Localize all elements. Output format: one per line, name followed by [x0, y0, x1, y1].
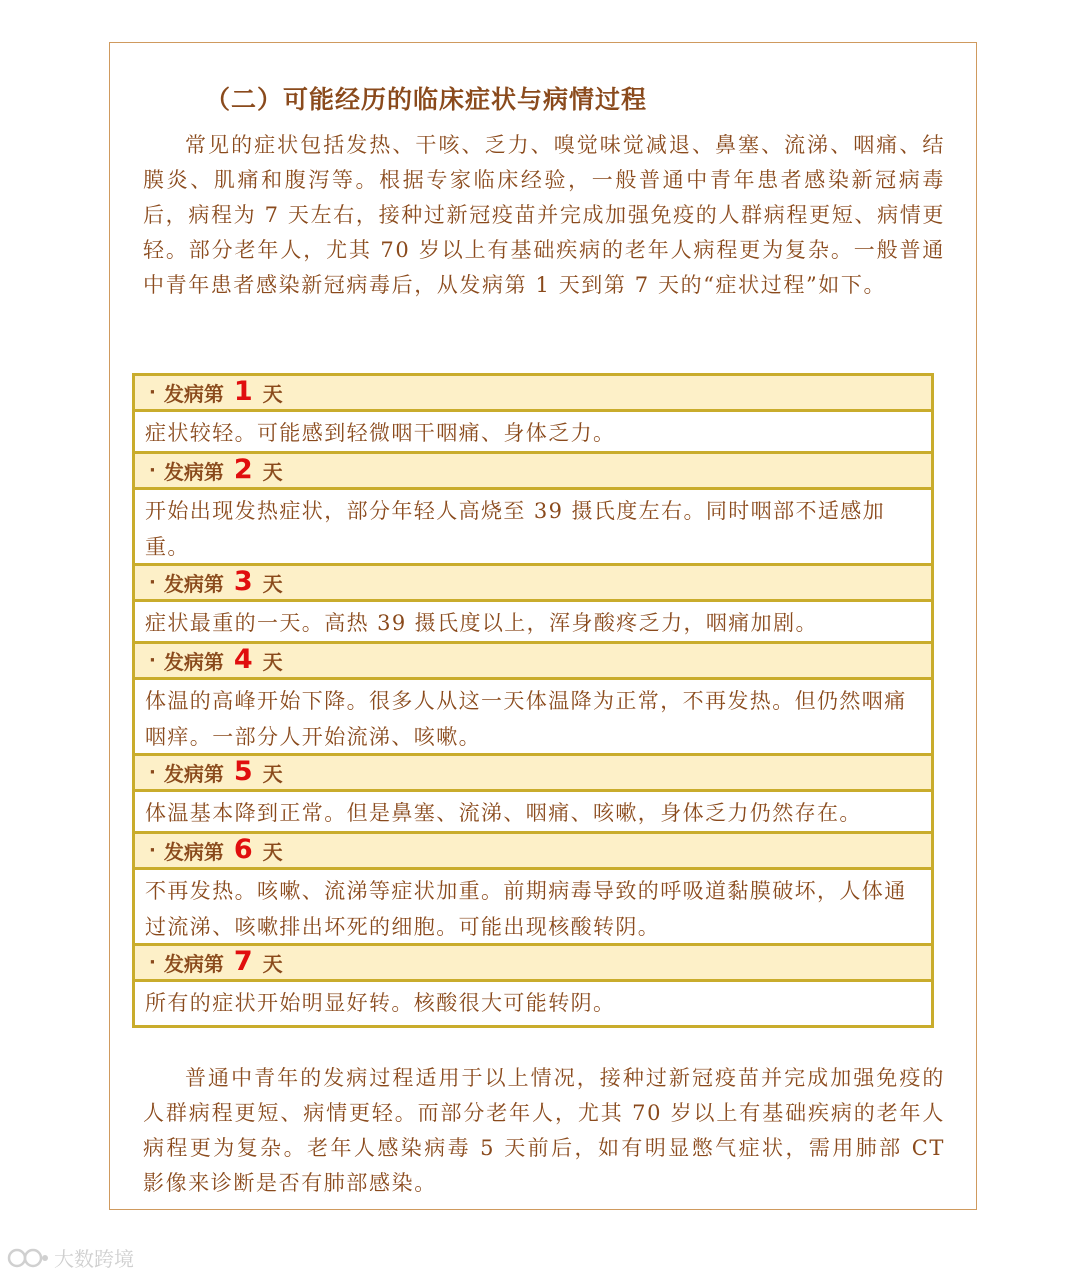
bullet-icon: · — [149, 840, 156, 861]
day-prefix: 发病第 — [163, 650, 224, 674]
day-prefix: 发病第 — [163, 382, 224, 406]
day-suffix: 天 — [262, 952, 283, 976]
section-heading: （二）可能经历的临床症状与病情过程 — [205, 85, 648, 114]
day-description-2: 开始出现发热症状，部分年轻人高烧至 39 摄氏度左右。同时咽部不适感加重。 — [135, 490, 931, 566]
bullet-icon: · — [149, 382, 156, 403]
bullet-icon: · — [149, 762, 156, 783]
day-number: 3 — [233, 566, 253, 597]
day-description-5: 体温基本降到正常。但是鼻塞、流涕、咽痛、咳嗽，身体乏力仍然存在。 — [135, 792, 931, 834]
day-description-4: 体温的高峰开始下降。很多人从这一天体温降为正常，不再发热。但仍然咽痛咽痒。一部分人开始流涕、咳嗽。 — [135, 680, 931, 756]
day-description-7: 所有的症状开始明显好转。核酸很大可能转阴。 — [145, 991, 616, 1015]
day-suffix: 天 — [262, 572, 283, 596]
day-suffix: 天 — [262, 650, 283, 674]
day-description-3: 症状最重的一天。高热 39 摄氏度以上，浑身酸疼乏力，咽痛加剧。 — [135, 602, 931, 644]
day-description-6: 不再发热。咳嗽、流涕等症状加重。前期病毒导致的呼吸道黏膜破坏，人体通过流涕、咳嗽排出坏死的细胞。可能出现核酸转阴。 — [135, 870, 931, 946]
day-number: 1 — [233, 376, 253, 407]
day-header-5 — [135, 756, 931, 792]
day-prefix: 发病第 — [163, 952, 224, 976]
day-suffix: 天 — [262, 762, 283, 786]
day-header-3 — [135, 566, 931, 602]
day-number: 5 — [233, 756, 253, 787]
day-description-1: 症状较轻。可能感到轻微咽干咽痛、身体乏力。 — [135, 412, 931, 454]
watermark-logo-icon — [6, 1247, 50, 1269]
bullet-icon: · — [149, 650, 156, 671]
watermark — [6, 1243, 134, 1272]
day-number: 4 — [233, 644, 253, 675]
day-header-4 — [135, 644, 931, 680]
day-prefix: 发病第 — [163, 572, 224, 596]
day-suffix: 天 — [262, 460, 283, 484]
bullet-icon: · — [149, 952, 156, 973]
day-number: 6 — [233, 834, 253, 865]
day-suffix: 天 — [262, 840, 283, 864]
bullet-icon: · — [149, 572, 156, 593]
outro-paragraph: 普通中青年的发病过程适用于以上情况，接种过新冠疫苗并完成加强免疫的人群病程更短、病情更轻。而部分老年人，尤其 70 岁以上有基础疾病的老年人病程更为复杂。老年人感染病毒 5 天前后，如有明显憋气症状，需用肺部 CT 影像来诊断是否有肺部感染。 — [143, 1066, 945, 1195]
day-prefix: 发病第 — [163, 762, 224, 786]
intro-paragraph: 常见的症状包括发热、干咳、乏力、嗅觉味觉减退、鼻塞、流涕、咽痛、结膜炎、肌痛和腹泻等。根据专家临床经验，一般普通中青年患者感染新冠病毒后，病程为 7 天左右，接种过新冠疫苗并完成加强免疫的人群病程更短、病情更轻。部分老年人，尤其 70 岁以上有基础疾病的老年人病程更为复杂。一般普通中青年患者感染新冠病毒后，从发病第 1 天到第 7 天的“症状过程”如下。 — [143, 133, 945, 297]
day-prefix: 发病第 — [163, 460, 224, 484]
day-suffix: 天 — [262, 382, 283, 406]
bullet-icon: · — [149, 460, 156, 481]
day-prefix: 发病第 — [163, 840, 224, 864]
watermark-text: 大数跨境 — [54, 1247, 134, 1271]
day-header-7 — [135, 946, 931, 982]
day-header-2 — [135, 454, 931, 490]
day-number: 2 — [233, 454, 253, 485]
day-header-1 — [135, 376, 931, 412]
day-number: 7 — [233, 946, 253, 977]
symptom-timeline-table — [132, 373, 934, 1028]
day-header-6 — [135, 834, 931, 870]
